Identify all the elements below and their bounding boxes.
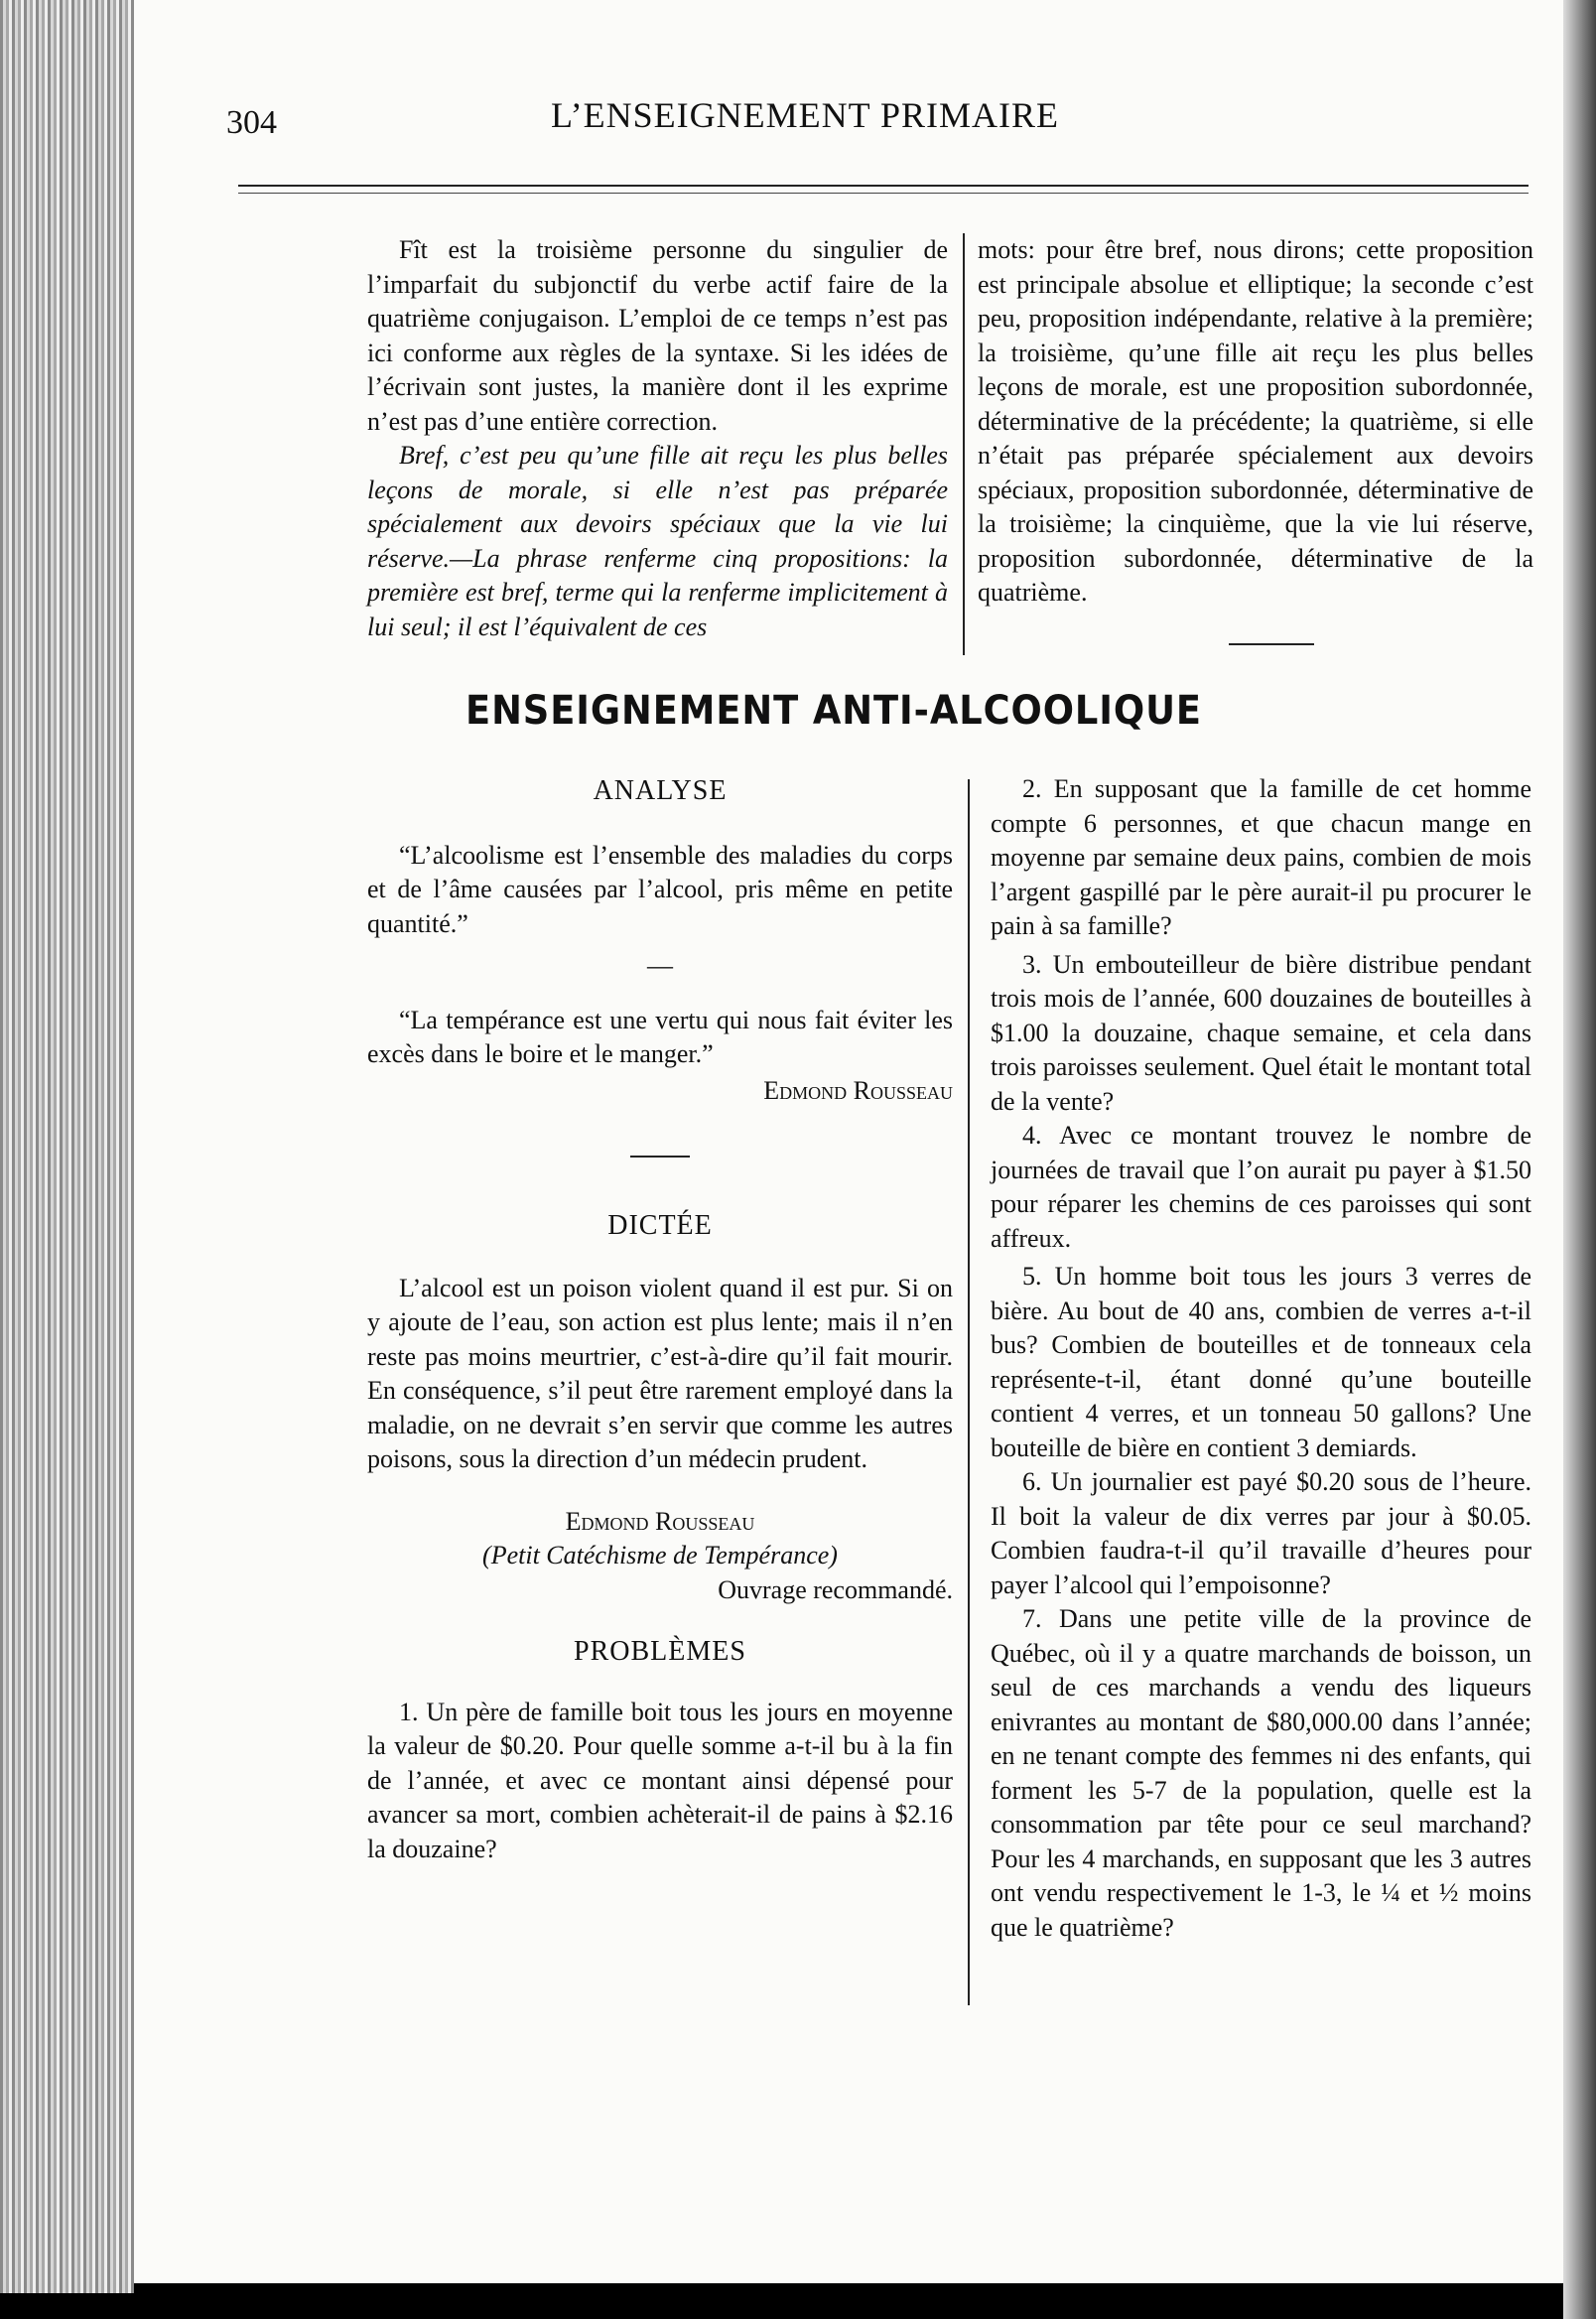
dictee-text: L’alcool est un poison violent quand il est pur. Si on y ajoute de l’eau, son action est plus lente; mais il n’en reste pas moins meurtrier, c’est-à-dire qu’il fait mourir. En conséquence, s’il peut être rarement employé dans la maladie, on ne devrait s’en servir que comme les autres poisons, sous la direction d’un médecin prudent. bbox=[367, 1273, 953, 1473]
quote-alcoolisme: “L’alcoolisme est l’ensemble des maladies du corps et de l’âme causées par l’alcool, pris même en petite quantité.” bbox=[367, 840, 953, 938]
separator-dash: — bbox=[647, 951, 673, 980]
lower-right-column bbox=[991, 772, 1531, 1945]
lower-left-column bbox=[367, 774, 953, 1866]
grammar-paragraph-1: Fît est la troisième personne du singulier de l’imparfait du subjonctif du verbe actif faire de la quatrième conjugaison. L’emploi de ce temps n’est pas ici conforme aux règles de la syntaxe. Si les idées de l’écrivain sont justes, la manière dont il les exprime n’est pas d’une entière correction. bbox=[367, 235, 948, 436]
problem-7: 7. Dans une petite ville de la province de Québec, où il y a quatre marchands de boisson, un seul de ces marchands a vendu des liqueurs enivrantes au montant de $80,000.00 dans l’année; en ne tenant compte des femmes ni des enfants, qui forment les 5-7 de la population, quelle est la consommation par tête pour ce seul marchand? Pour les 4 marchands, en supposant que les 3 autres ont vendu respectivement le 1-3, le ¼ et ½ moins que le quatrième? bbox=[991, 1604, 1531, 1942]
section-title: ENSEIGNEMENT ANTI-ALCOOLIQUE bbox=[466, 688, 1202, 734]
problem-2: 2. En supposant que la famille de cet homme compte 6 personnes, et que chacun mange en moyenne par semaine deux pains, combien de mois l’argent gaspillé par le père aurait-il pu procurer le pain à sa famille? bbox=[991, 774, 1531, 940]
analyse-heading: ANALYSE bbox=[593, 775, 728, 806]
book-title: (Petit Catéchisme de Tempérance) bbox=[482, 1541, 838, 1569]
end-rule bbox=[1229, 643, 1314, 645]
grammar-paragraph-3: mots: pour être bref, nous dirons; cette proposition est principale absolue et elliptique; la seconde c’est peu, proposition indépendante, relative à la première; la troisième, qu’une fille ait reçu les plus belles leçons de morale, est une proposition subordonnée, déterminative de la précédente; la quatrième, si elle n’était pas préparée spécialement aux devoirs spéciaux, proposition subordonnée, déterminative de la troisième; la cinquième, que la vie lui réserve, proposition subordonnée, déterminative de la quatrième. bbox=[978, 235, 1533, 607]
column-divider-top bbox=[963, 233, 965, 655]
column-divider-bottom bbox=[968, 779, 970, 2005]
problemes-heading: PROBLÈMES bbox=[574, 1636, 746, 1667]
top-left-column bbox=[367, 233, 948, 644]
book-right-edge bbox=[1563, 0, 1596, 2319]
problem-3: 3. Un embouteilleur de bière distribue pendant trois mois de l’année, 600 douzaines de bouteilles à $1.00 la douzaine, chaque semaine, et cela dans trois paroisses seulement. Quel était le montant total de la vente? bbox=[991, 949, 1531, 1116]
book-page-edges bbox=[0, 0, 134, 2293]
problem-4: 4. Avec ce montant trouvez le nombre de journées de travail que l’on aurait pu payer à $1.50 pour réparer les chemins de ces paroisses qui sont affreux. bbox=[991, 1121, 1531, 1253]
header-rule-thin bbox=[238, 193, 1529, 194]
recommended-note: Ouvrage recommandé. bbox=[718, 1574, 953, 1604]
separator-rule bbox=[630, 1156, 690, 1158]
author-signature-2: Edmond Rousseau bbox=[565, 1506, 755, 1536]
problem-5: 5. Un homme boit tous les jours 3 verres de bière. Au bout de 40 ans, combien de verres a-t-il bus? Combien de bouteilles et de tonneaux cela représente-t-il, étant donné qu’une bouteille contient 4 verres, et un tonneau 50 gallons? Une bouteille de bière en contient 3 demiards. bbox=[991, 1262, 1531, 1462]
top-right-column bbox=[978, 233, 1533, 611]
grammar-paragraph-2: Bref, c’est peu qu’une fille ait reçu les plus belles leçons de morale, si elle n’est pas préparée spécialement aux devoirs spéciaux que la vie lui réserve.—La phrase renferme cinq propositions: la première est bref, terme qui la renferme implicitement à lui seul; il est l’équivalent de ces bbox=[367, 441, 948, 641]
running-title: L’ENSEIGNEMENT PRIMAIRE bbox=[551, 95, 1060, 135]
header-rule bbox=[238, 185, 1529, 187]
dictee-heading: DICTÉE bbox=[607, 1210, 713, 1241]
quote-temperance: “La tempérance est une vertu qui nous fait éviter les excès dans le boire et le manger.” bbox=[367, 1005, 953, 1068]
author-signature-1: Edmond Rousseau bbox=[763, 1075, 953, 1105]
page-number: 304 bbox=[226, 104, 277, 141]
problem-1: 1. Un père de famille boit tous les jours en moyenne la valeur de $0.20. Pour quelle somme a-t-il bu à la fin de l’année, et avec ce montant ainsi dépensé pour avancer sa mort, combien achèterait-il de pains à $2.16 la douzaine? bbox=[367, 1697, 953, 1863]
problem-6: 6. Un journalier est payé $0.20 sous de l’heure. Il boit la valeur de dix verres par jour à $0.05. Combien faudra-t-il qu’il travaille d’heures pour payer l’alcool qui l’empoisonne? bbox=[991, 1467, 1531, 1599]
